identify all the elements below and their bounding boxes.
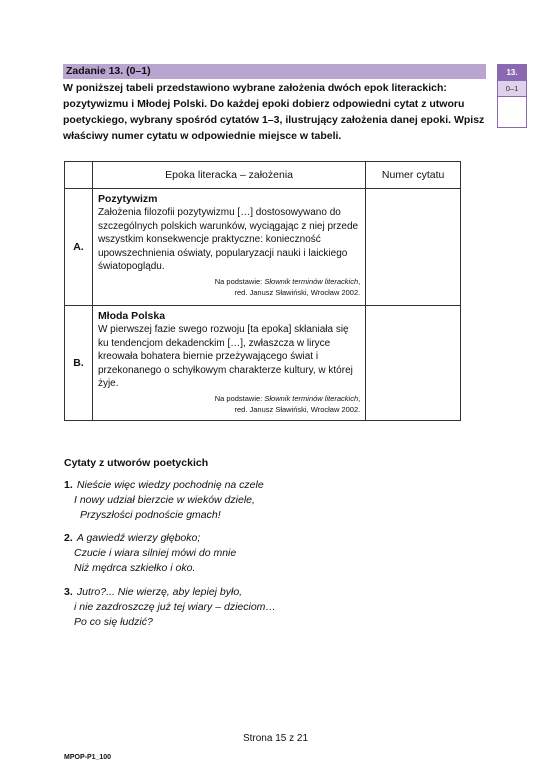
row-letter: A. bbox=[65, 189, 93, 306]
exam-code: MPOP-P1_100 bbox=[64, 754, 112, 761]
score-input-cell[interactable] bbox=[498, 97, 526, 127]
quote-number: 1. bbox=[64, 479, 73, 491]
score-box bbox=[497, 64, 527, 128]
quote-number: 3. bbox=[64, 586, 73, 598]
source-prefix: Na podstawie: bbox=[214, 393, 265, 403]
quote-line: Po co się łudzić? bbox=[74, 616, 153, 628]
table-row bbox=[65, 306, 461, 421]
quote-line: Jutro?... Nie wierzę, aby lepiej było, bbox=[76, 586, 243, 598]
source-editor: red. Janusz Sławiński, Wrocław 2002. bbox=[234, 287, 361, 297]
source-prefix: Na podstawie: bbox=[214, 276, 265, 286]
source-title: Słownik terminów literackich bbox=[264, 393, 359, 403]
quote-2 bbox=[64, 531, 236, 576]
source-rest: , bbox=[358, 276, 361, 286]
row-letter: B. bbox=[65, 306, 93, 421]
source-citation bbox=[98, 393, 360, 415]
source-editor: red. Janusz Sławiński, Wrocław 2002. bbox=[234, 404, 361, 414]
row-content bbox=[92, 306, 365, 421]
quote-line: Przyszłości podnoście gmach! bbox=[80, 509, 221, 521]
table-header-row bbox=[65, 162, 461, 189]
quote-line: A gawiedź wierzy głęboko; bbox=[76, 532, 201, 544]
quote-1 bbox=[64, 478, 264, 523]
source-citation bbox=[98, 276, 360, 298]
quote-line: Niż mędrca szkiełko i oko. bbox=[74, 562, 196, 574]
page-number: Strona 15 z 21 bbox=[242, 733, 309, 744]
answer-cell-b[interactable] bbox=[366, 306, 461, 421]
quote-line: Nieście więc wiedzy pochodnię na czele bbox=[76, 479, 264, 491]
era-description: W pierwszej fazie swego rozwoju [ta epoka] skłaniała się ku tendencjom dekadenckim […], zwłaszcza w liryce kreowała bohatera biernie przeżywającego świat i przekonanego o schyłkowym charakterze kultury, w której żyje. bbox=[97, 324, 353, 389]
row-content bbox=[92, 189, 365, 306]
source-rest: , bbox=[358, 393, 361, 403]
task-header: Zadanie 13. (0–1) bbox=[63, 64, 486, 79]
era-name: Pozytywizm bbox=[97, 193, 158, 205]
quotes-title: Cytaty z utworów poetyckich bbox=[64, 457, 209, 469]
quote-line: i nie zazdroszczę już tej wiary – dzieciom… bbox=[74, 601, 276, 613]
epoch-table bbox=[64, 161, 461, 421]
table-header-epoch: Epoka literacka – założenia bbox=[92, 162, 365, 189]
quote-line: Czucie i wiara silniej mówi do mnie bbox=[74, 547, 237, 559]
table-row bbox=[65, 189, 461, 306]
task-instruction: W poniższej tabeli przedstawiono wybrane założenia dwóch epok literackich: pozytywizmu i Młodej Polski. Do każdej epoki dobierz odpowiedni cytat z utworu poetyckiego, wybrany spośród cytatów 1–3, ilustrujący założenia danej epoki. Wpisz właściwy numer cytatu w odpowiednie miejsce w tabeli. bbox=[63, 82, 485, 142]
quote-line: I nowy udział bierzcie w wieków dziele, bbox=[74, 494, 255, 506]
era-description: Założenia filozofii pozytywizmu […] dostosowywano do szczególnych polskich warunków, wyciągając z niej przede wszystkim konsekwencje praktyczne: konieczność upowszechnienia oświaty, popularyzacji nauki i laickiego światopoglądu. bbox=[97, 207, 359, 272]
quote-number: 2. bbox=[64, 532, 73, 544]
answer-cell-a[interactable] bbox=[366, 189, 461, 306]
source-title: Słownik terminów literackich bbox=[264, 276, 359, 286]
quote-3 bbox=[64, 585, 276, 630]
table-header-number: Numer cytatu bbox=[366, 162, 461, 189]
score-task-number: 13. bbox=[498, 65, 526, 81]
table-header-empty bbox=[65, 162, 93, 189]
era-name: Młoda Polska bbox=[97, 310, 166, 322]
score-range: 0–1 bbox=[498, 81, 526, 97]
